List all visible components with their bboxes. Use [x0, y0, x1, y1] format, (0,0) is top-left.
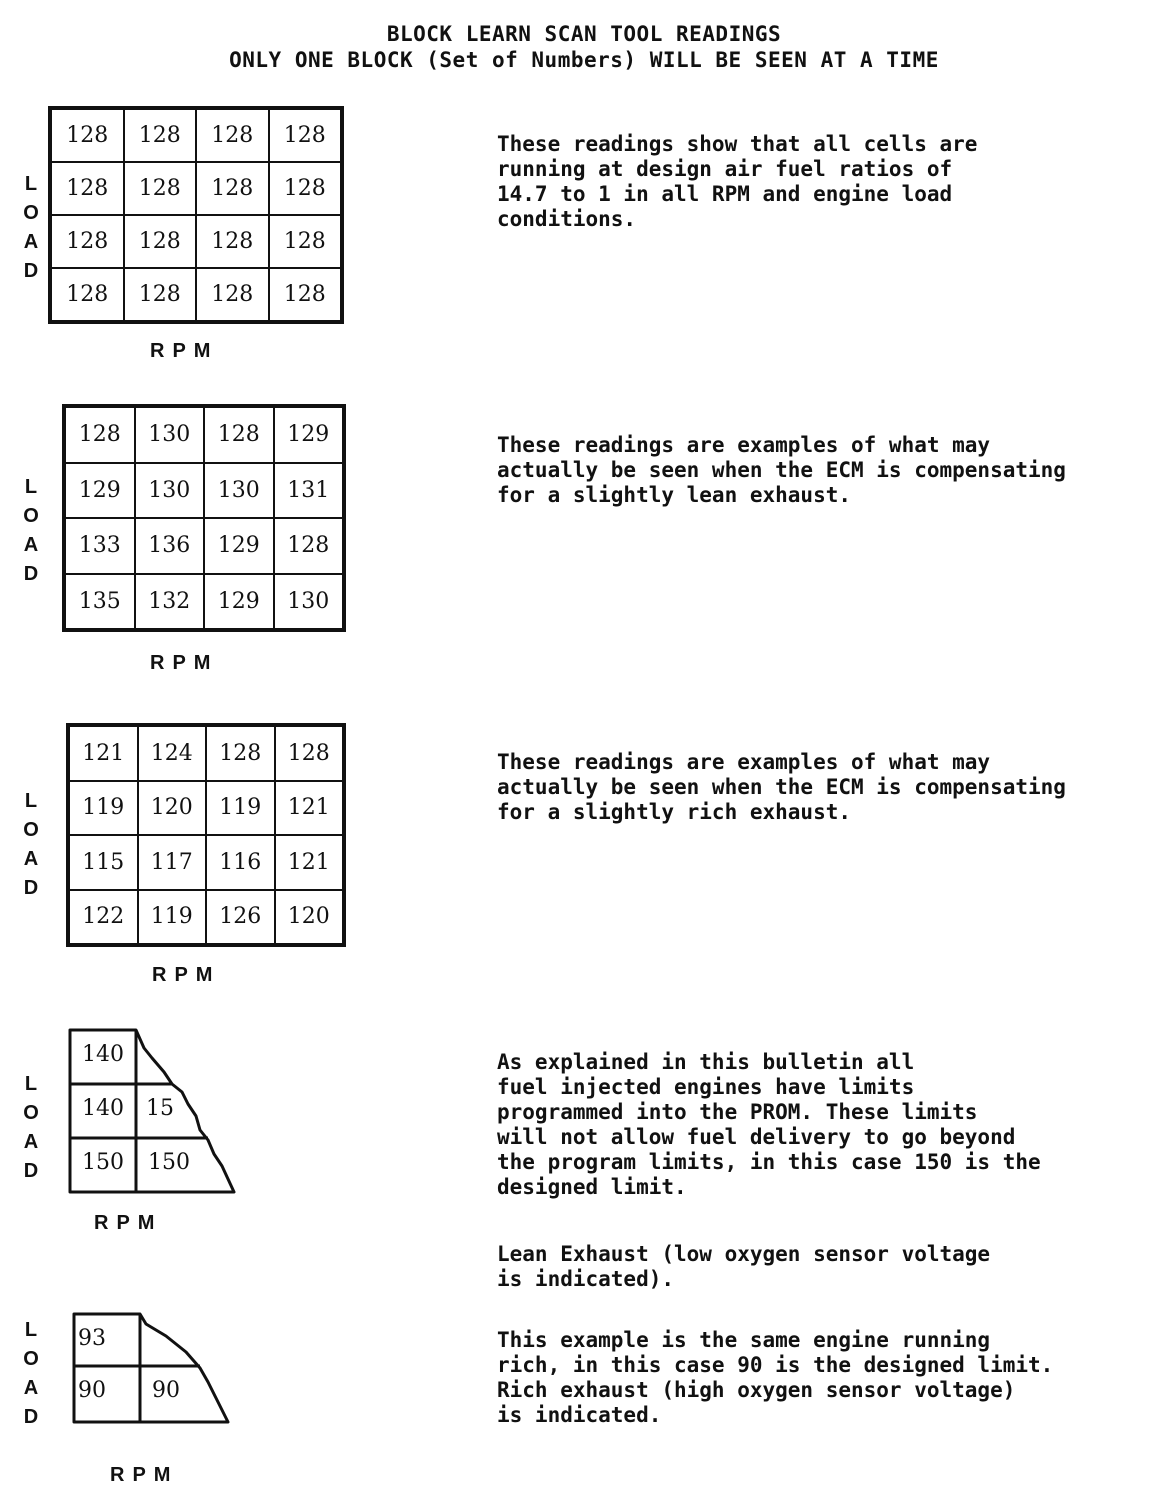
grid-cell: 128 — [269, 215, 342, 268]
grid-cell: 121 — [275, 835, 344, 890]
load-letter: D — [23, 1160, 39, 1182]
grid-cell: 140 — [82, 1042, 124, 1067]
load-letter: D — [23, 563, 39, 585]
limit-block-rich — [70, 1310, 230, 1430]
block-learn-grid-2 — [62, 404, 346, 632]
grid-cell: 122 — [69, 890, 138, 945]
rpm-axis-label: RPM — [110, 1464, 179, 1486]
grid-cell: 128 — [269, 268, 342, 321]
load-letter: O — [23, 1348, 39, 1370]
load-letter: L — [24, 790, 38, 812]
load-letter: A — [23, 1131, 39, 1153]
grid-cell: 128 — [124, 268, 197, 321]
load-letter: O — [23, 819, 39, 841]
grid-cell: 90 — [78, 1378, 106, 1403]
grid-cell: 128 — [65, 407, 135, 463]
grid-cell: 124 — [138, 726, 207, 781]
grid-cell: 128 — [274, 518, 344, 574]
grid-cell: 130 — [135, 407, 205, 463]
grid-cell: 130 — [274, 574, 344, 630]
load-axis-label — [20, 787, 42, 903]
load-letter: D — [23, 260, 39, 282]
load-axis-label — [20, 1316, 42, 1432]
grid-cell: 121 — [69, 726, 138, 781]
block-description: These readings are examples of what may actually be seen when the ECM is compensating for a slightly rich exhaust. — [497, 750, 1066, 824]
grid-cell: 120 — [275, 890, 344, 945]
grid-cell: 136 — [135, 518, 205, 574]
load-letter: A — [23, 848, 39, 870]
grid-cell: 133 — [65, 518, 135, 574]
page-subtitle: ONLY ONE BLOCK (Set of Numbers) WILL BE SEEN AT A TIME — [229, 48, 939, 72]
grid-cell: 130 — [135, 463, 205, 519]
grid-cell: 128 — [51, 268, 124, 321]
load-letter: A — [23, 231, 39, 253]
rpm-axis-label: RPM — [150, 340, 219, 362]
grid-cell: 128 — [124, 109, 197, 162]
grid-cell: 15 — [146, 1096, 174, 1121]
load-letter: O — [23, 505, 39, 527]
grid-cell: 130 — [204, 463, 274, 519]
rpm-axis-label: RPM — [94, 1212, 163, 1234]
grid-cell: 150 — [82, 1150, 124, 1175]
block-learn-grid-3 — [66, 723, 346, 947]
grid-cell: 129 — [65, 463, 135, 519]
grid-cell: 128 — [196, 268, 269, 321]
load-letter: A — [23, 1377, 39, 1399]
grid-cell: 135 — [65, 574, 135, 630]
grid-cell: 128 — [275, 726, 344, 781]
grid-cell: 132 — [135, 574, 205, 630]
grid-cell: 121 — [275, 781, 344, 836]
grid-cell: 129 — [274, 407, 344, 463]
grid-cell: 119 — [69, 781, 138, 836]
grid-cell: 117 — [138, 835, 207, 890]
load-letter: O — [23, 202, 39, 224]
grid-cell: 90 — [152, 1378, 180, 1403]
load-letter: D — [23, 877, 39, 899]
grid-cell: 128 — [51, 215, 124, 268]
grid-cell: 128 — [51, 109, 124, 162]
block-learn-grid-1 — [48, 106, 344, 324]
grid-cell: 128 — [196, 162, 269, 215]
page-title: BLOCK LEARN SCAN TOOL READINGS — [386, 22, 782, 46]
load-letter: L — [24, 173, 38, 195]
block-description: These readings show that all cells are running at design air fuel ratios of 14.7 to 1 in all RPM and engine load conditions. — [497, 132, 978, 231]
block-description: These readings are examples of what may actually be seen when the ECM is compensating for a slightly lean exhaust. — [497, 433, 1066, 507]
grid-cell: 119 — [206, 781, 275, 836]
limit-description: This example is the same engine running rich, in this case 90 is the designed limit. Rich exhaust (high oxygen sensor voltage) is indicated. — [497, 1328, 1054, 1427]
grid-cell: 116 — [206, 835, 275, 890]
grid-cell: 128 — [196, 109, 269, 162]
grid-cell: 128 — [204, 407, 274, 463]
grid-cell: 126 — [206, 890, 275, 945]
grid-cell: 131 — [274, 463, 344, 519]
load-axis-label — [20, 1070, 42, 1186]
load-letter: D — [23, 1406, 39, 1428]
limit-block-lean — [66, 1026, 241, 1201]
load-letter: L — [24, 1073, 38, 1095]
grid-cell: 128 — [196, 215, 269, 268]
grid-cell: 129 — [204, 574, 274, 630]
rpm-axis-label: RPM — [150, 652, 219, 674]
load-letter: L — [24, 1319, 38, 1341]
grid-cell: 128 — [124, 162, 197, 215]
grid-cell: 140 — [82, 1096, 124, 1121]
grid-cell: 115 — [69, 835, 138, 890]
limit-description: As explained in this bulletin all fuel injected engines have limits programmed into the PROM. These limits will not allow fuel delivery to go beyond the program limits, in this case 150 is the designed limit. — [497, 1050, 1041, 1199]
grid-cell: 128 — [269, 109, 342, 162]
grid-cell: 129 — [204, 518, 274, 574]
load-letter: L — [24, 476, 38, 498]
load-letter: A — [23, 534, 39, 556]
rpm-axis-label: RPM — [152, 964, 221, 986]
load-letter: O — [23, 1102, 39, 1124]
grid-cell: 128 — [269, 162, 342, 215]
load-axis-label — [20, 170, 42, 286]
grid-cell: 128 — [51, 162, 124, 215]
grid-cell: 120 — [138, 781, 207, 836]
grid-cell: 128 — [206, 726, 275, 781]
lean-exhaust-note: Lean Exhaust (low oxygen sensor voltage is indicated). — [497, 1242, 991, 1291]
grid-cell: 93 — [78, 1326, 106, 1351]
grid-cell: 128 — [124, 215, 197, 268]
grid-cell: 119 — [138, 890, 207, 945]
grid-cell: 150 — [148, 1150, 190, 1175]
load-axis-label — [20, 473, 42, 589]
